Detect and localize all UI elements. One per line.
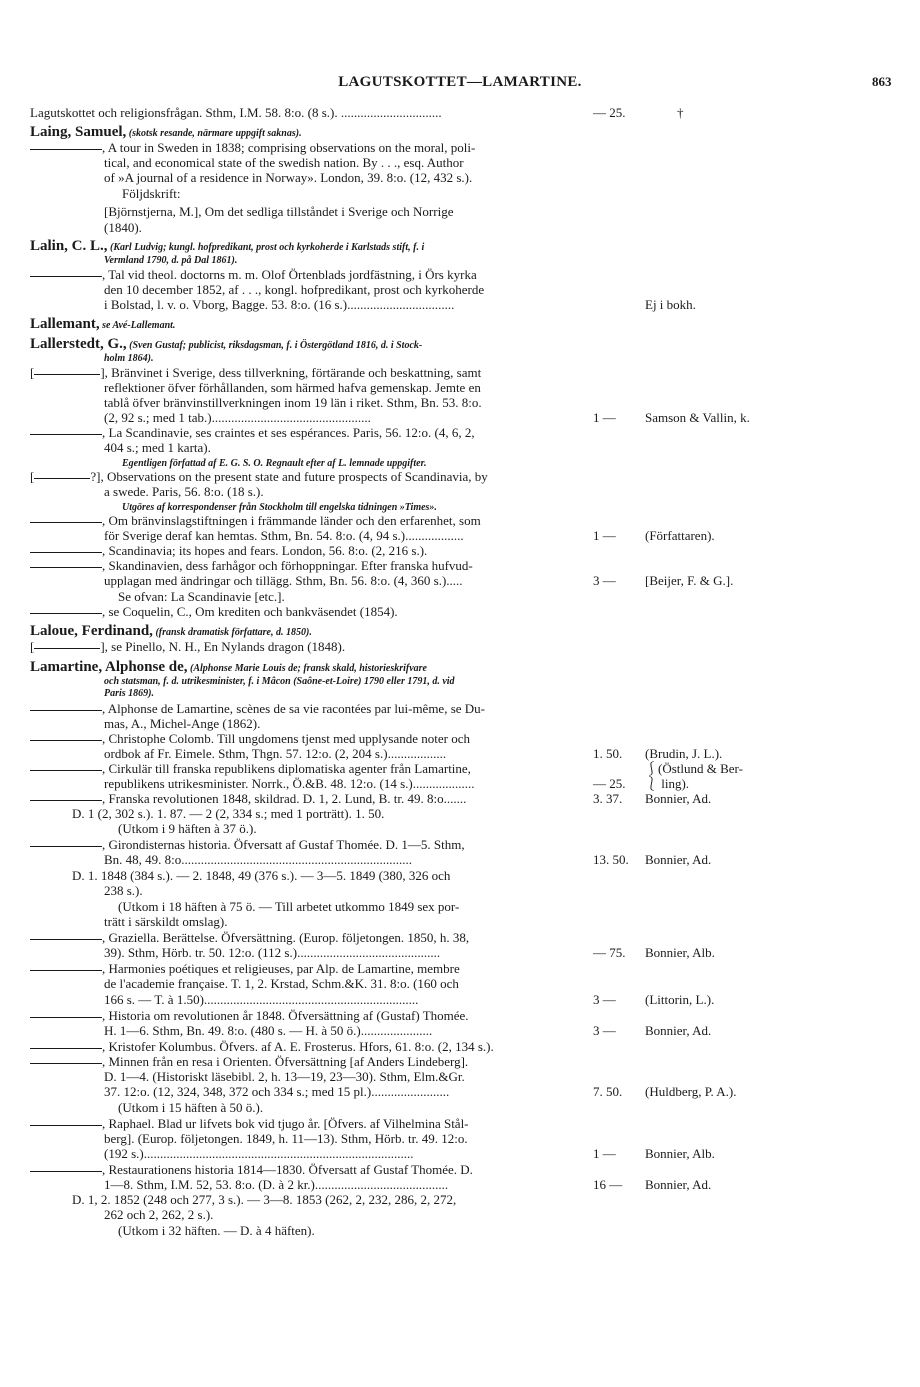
entry-text: , Graziella. Berättelse. Öfversättning. (Europ. följetongen. 1850, h. 38,: [30, 930, 469, 945]
entry-text: Lallemant, se Avé-Lallemant.: [30, 316, 176, 332]
entry-text: för Sverige deraf kan hemtas. Sthm, Bn. 54. 8:o. (4, 94 s.)..................: [104, 528, 464, 543]
ditto-dash: [30, 710, 102, 711]
entry-text: (Utkom i 15 häften à 50 ö.).: [118, 1100, 264, 1115]
entry-text: tablå öfver bränvinstillverkningen inom 19 län i riket. Sthm, Bn. 53. 8:o.: [104, 395, 482, 410]
price: 13. 50.: [593, 852, 629, 867]
price: 1. 50.: [593, 746, 623, 761]
page-number: 863: [872, 74, 892, 89]
ditto-dash: [30, 276, 102, 277]
entry-text: , Historia om revolutionen år 1848. Öfversättning af (Gustaf) Thomée.: [30, 1008, 469, 1023]
entry-text: 262 och 2, 262, 2 s.).: [104, 1207, 214, 1222]
entry-text: 37. 12:o. (12, 324, 348, 372 och 334 s.; med 15 pl.)........................: [104, 1084, 450, 1099]
price: 7. 50.: [593, 1084, 623, 1099]
entry-text: ordbok af Fr. Eimele. Sthm, Thgn. 57. 12:o. (2, 204 s.)..................: [104, 746, 447, 761]
ditto-dash: [30, 1048, 102, 1049]
entry-text: (2, 92 s.; med 1 tab.).................................................: [104, 410, 371, 425]
author-name: Laing, Samuel,: [30, 124, 127, 140]
entry-text: den 10 december 1852, af . . ., kongl. hofpredikant, prost och kyrkoherde: [104, 282, 485, 297]
publisher: Ej i bokh.: [645, 297, 696, 312]
publisher: ⎰(Östlund & Ber-: [645, 761, 743, 776]
entry-text: , Tal vid theol. doctorns m. m. Olof Örtenblads jordfästning, i Örs kyrka: [30, 267, 477, 282]
entry-text: (Utkom i 9 häften à 37 ö.).: [118, 821, 257, 836]
entry-text: trätt i särskildt omslag).: [104, 914, 228, 929]
entry-text: upplagan med ändringar och tillägg. Sthm, Bn. 56. 8:o. (4, 360 s.).....: [104, 573, 463, 588]
entry-text: reflektioner öfver förhållanden, som härmed hafva gemenskap. Jemte en: [104, 380, 481, 395]
ditto-dash: [30, 939, 102, 940]
author-name: Laloue, Ferdinand,: [30, 623, 153, 639]
author-name: Lamartine, Alphonse de,: [30, 659, 188, 675]
entry-text: , Christophe Colomb. Till ungdomens tjenst med upplysande noter och: [30, 731, 470, 746]
page-title: LAGUTSKOTTET—LAMARTINE.: [338, 74, 582, 90]
price: 16 —: [593, 1177, 623, 1192]
entry-text: , Harmonies poétiques et religieuses, par Alp. de Lamartine, membre: [30, 961, 460, 976]
entry-text: H. 1—6. Sthm, Bn. 49. 8:o. (480 s. — H. à 50 ö.)......................: [104, 1023, 433, 1038]
entry-text: , Skandinavien, dess farhågor och förhoppningar. Efter franska hufvud-: [30, 558, 473, 573]
entry-text: Utgöres af korrespondenser från Stockholm till engelska tidningen »Times».: [122, 502, 437, 513]
publisher: (Författaren).: [645, 528, 715, 543]
entry-text: 1—8. Sthm, I.M. 52, 53. 8:o. (D. à 2 kr.).........................................: [104, 1177, 449, 1192]
entry-text: , Cirkulär till franska republikens diplomatiska agenter från Lamartine,: [30, 761, 471, 776]
author-name: Lallerstedt, G.,: [30, 336, 127, 352]
entry-text: Lamartine, Alphonse de, (Alphonse Marie Louis de; fransk skald, historieskrifvare: [30, 659, 427, 675]
ditto-dash: [30, 522, 102, 523]
ditto-dash: [30, 1017, 102, 1018]
entry-text: 39). Sthm, Hörb. tr. 50. 12:o. (112 s.)............................................: [104, 945, 441, 960]
entry-text: , Alphonse de Lamartine, scènes de sa vie racontées par lui-même, se Du-: [30, 701, 485, 716]
entry-text: 404 s.; med 1 karta).: [104, 440, 211, 455]
entry-text: Se ofvan: La Scandinavie [etc.].: [118, 589, 285, 604]
entry-text: , Scandinavia; its hopes and fears. London, 56. 8:o. (2, 216 s.).: [30, 543, 427, 558]
ditto-dash: [30, 770, 102, 771]
ditto-dash: [34, 478, 90, 479]
entry-text: republikens utrikesminister. Norrk., Ö.&B. 48. 12:o. (14 s.)...................: [104, 776, 475, 791]
ditto-dash: [30, 613, 102, 614]
publisher: Bonnier, Alb.: [645, 1146, 715, 1161]
entry-text: [Björnstjerna, M.], Om det sedliga tillståndet i Sverige och Norrige: [104, 204, 454, 219]
entry-text: , Restaurationens historia 1814—1830. Öfversatt af Gustaf Thomée. D.: [30, 1162, 473, 1177]
ditto-dash: [34, 648, 100, 649]
entry-text: a swede. Paris, 56. 8:o. (18 s.).: [104, 484, 264, 499]
entry-text: (Utkom i 18 häften à 75 ö. — Till arbetet utkommo 1849 sex por-: [118, 899, 460, 914]
entry-text: [ ], se Pinello, N. H., En Nylands dragon (1848).: [30, 639, 346, 654]
ditto-dash: [30, 800, 102, 801]
entry-text: Laloue, Ferdinand, (fransk dramatisk författare, d. 1850).: [30, 623, 312, 639]
entry-text: (1840).: [104, 220, 142, 235]
publisher: Bonnier, Ad.: [645, 791, 712, 806]
price: — 25.: [593, 105, 626, 120]
entry-text: Lalin, C. L., (Karl Ludvig; kungl. hofpredikant, prost och kyrkoherde i Karlstads stift, f. i: [30, 238, 425, 254]
entry-text: , Raphael. Blad ur lifvets bok vid tjugo år. [Öfvers. af Vilhelmina Stål-: [30, 1116, 469, 1131]
entry-text: [ ], Bränvinet i Sverige, dess tillverkning, förtärande och beskattning, samt: [30, 365, 482, 380]
author-name: Lallemant,: [30, 316, 100, 332]
entry-text: D. 1—4. (Historiskt läsebibl. 2, h. 13—19, 23—30). Sthm, Elm.&Gr.: [104, 1069, 465, 1084]
entry-text: 166 s. — T. à 1.50)..................................................................: [104, 992, 419, 1007]
author-name: Lalin, C. L.,: [30, 238, 108, 254]
price: 3 —: [593, 1023, 616, 1038]
ditto-dash: [30, 1063, 102, 1064]
entry-text: (192 s.)...................................................................................: [104, 1146, 414, 1161]
price: 3. 37.: [593, 791, 623, 806]
entry-text: de l'academie française. T. 1, 2. Krstad, Schm.&K. 31. 8:o. (160 och: [104, 976, 459, 991]
price: 3 —: [593, 573, 616, 588]
publisher: Bonnier, Ad.: [645, 1177, 712, 1192]
ditto-dash: [30, 567, 102, 568]
publisher: Bonnier, Ad.: [645, 852, 712, 867]
entry-text: , Girondisternas historia. Öfversatt af Gustaf Thomée. D. 1—5. Sthm,: [30, 837, 465, 852]
entry-text: D. 1 (2, 302 s.). 1. 87. — 2 (2, 334 s.; med 1 porträtt). 1. 50.: [72, 806, 385, 821]
publisher: (Brudin, J. L.).: [645, 746, 723, 761]
ditto-dash: [30, 1125, 102, 1126]
price: 1 —: [593, 1146, 616, 1161]
entry-text: Lagutskottet och religionsfrågan. Sthm, I.M. 58. 8:o. (8 s.). ...............................: [30, 105, 442, 120]
price: 1 —: [593, 410, 616, 425]
price: — 75.: [593, 945, 626, 960]
publisher: Samson & Vallin, k.: [645, 410, 750, 425]
publisher: ⎱ ling).: [645, 776, 690, 791]
entry-text: berg]. (Europ. följetongen. 1849, h. 11—13). Sthm, Hörb. tr. 49. 12:o.: [104, 1131, 468, 1146]
ditto-dash: [30, 740, 102, 741]
entry-text: , se Coquelin, C., Om krediten och bankväsendet (1854).: [30, 604, 398, 619]
publisher: Bonnier, Alb.: [645, 945, 715, 960]
entry-text: , Minnen från en resa i Orienten. Öfversättning [af Anders Lindeberg].: [30, 1054, 468, 1069]
entry-text: Lallerstedt, G., (Sven Gustaf; publicist, riksdagsman, f. i Östergötland 1816, d. i Stock-: [30, 336, 423, 352]
entry-text: Paris 1869).: [104, 688, 154, 699]
ditto-dash: [30, 434, 102, 435]
entry-text: D. 1, 2. 1852 (248 och 277, 3 s.). — 3—8. 1853 (262, 2, 232, 286, 2, 272,: [72, 1192, 457, 1207]
ditto-dash: [34, 374, 100, 375]
ditto-dash: [30, 149, 102, 150]
entry-text: 238 s.).: [104, 883, 143, 898]
price: 3 —: [593, 992, 616, 1007]
publisher: Bonnier, Ad.: [645, 1023, 712, 1038]
ditto-dash: [30, 552, 102, 553]
publisher: [Beijer, F. & G.].: [645, 573, 734, 588]
entry-text: Laing, Samuel, (skotsk resande, närmare uppgift saknas).: [30, 124, 302, 140]
publisher: (Littorin, L.).: [645, 992, 715, 1007]
entry-text: mas, A., Michel-Ange (1862).: [104, 716, 261, 731]
entry-text: , A tour in Sweden in 1838; comprising observations on the moral, poli-: [30, 140, 475, 155]
publisher: †: [677, 105, 684, 120]
entry-text: Följdskrift:: [122, 186, 181, 201]
ditto-dash: [30, 1171, 102, 1172]
price: 1 —: [593, 528, 616, 543]
ditto-dash: [30, 846, 102, 847]
entry-text: , Om bränvinslagstiftningen i främmande länder och den erfarenhet, som: [30, 513, 481, 528]
entry-text: , La Scandinavie, ses craintes et ses espérances. Paris, 56. 12:o. (4, 6, 2,: [30, 425, 475, 440]
ditto-dash: [30, 970, 102, 971]
entry-text: Vermland 1790, d. på Dal 1861).: [104, 255, 238, 266]
entry-text: Egentligen författad af E. G. S. O. Regnault efter af L. lemnade uppgifter.: [122, 458, 427, 469]
entry-text: of »A journal of a residence in Norway». London, 39. 8:o. (12, 432 s.).: [104, 170, 473, 185]
entry-text: , Kristofer Kolumbus. Öfvers. af A. E. Frosterus. Hfors, 61. 8:o. (2, 134 s.).: [30, 1039, 494, 1054]
entry-text: (Utkom i 32 häften. — D. à 4 häften).: [118, 1223, 315, 1238]
entry-text: , Franska revolutionen 1848, skildrad. D. 1, 2. Lund, B. tr. 49. 8:o.......: [30, 791, 466, 806]
entry-text: i Bolstad, l. v. o. Vborg, Bagge. 53. 8:o. (16 s.).................................: [104, 297, 455, 312]
entry-text: och statsman, f. d. utrikesminister, f. i Mâcon (Saône-et-Loire) 1790 eller 1791, d. vid: [104, 676, 455, 687]
publisher: (Huldberg, P. A.).: [645, 1084, 737, 1099]
entry-text: tical, and economical state of the swedish nation. By . . ., esq. Author: [104, 155, 464, 170]
entry-text: D. 1. 1848 (384 s.). — 2. 1848, 49 (376 s.). — 3—5. 1849 (380, 326 och: [72, 868, 451, 883]
entry-text: Bn. 48, 49. 8:o.......................................................................: [104, 852, 413, 867]
entry-text: holm 1864).: [104, 353, 154, 364]
entry-text: [ ?], Observations on the present state and future prospects of Scandinavia, by: [30, 469, 488, 484]
price: — 25.: [593, 776, 626, 791]
